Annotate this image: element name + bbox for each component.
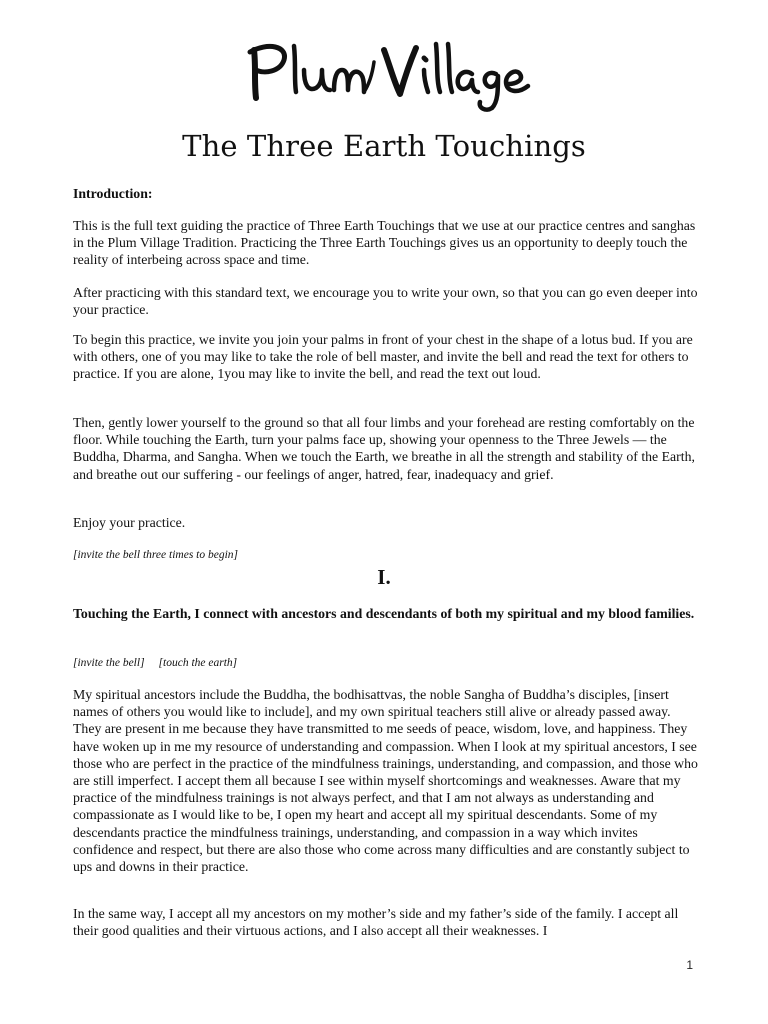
intro-paragraph: After practicing with this standard text, we encourage you to write your own, so that you can go even deeper into your practice. bbox=[73, 285, 698, 318]
section-heading: Touching the Earth, I connect with ancestors and descendants of both my spiritual and my blood families. bbox=[73, 606, 695, 621]
touch-earth-cue: [touch the earth] bbox=[158, 657, 238, 669]
intro-paragraph: Enjoy your practice. bbox=[73, 515, 186, 530]
section-paragraph: In the same way, I accept all my ancestors on my mother’s side and my father’s side of the family. I accept all their good qualities and their virtuous actions, and I also accept all their weaknesses. I bbox=[73, 906, 679, 939]
intro-paragraph: Then, gently lower yourself to the ground so that all four limbs and your forehead are resting comfortably on the floor. While touching the Earth, turn your palms face up, showing your openness to the Three Jewels — the Buddha, Dharma, and Sangha. When we touch the Earth, we breathe in all the strength and stability of the Earth, and breathe out our suffering - our feelings of anger, hatred, fear, inadequacy and grief. bbox=[73, 415, 695, 482]
page-number: 1 bbox=[686, 958, 693, 972]
introduction-heading: Introduction: bbox=[73, 186, 153, 201]
intro-paragraph: To begin this practice, we invite you join your palms in front of your chest in the shape of a lotus bud. If you are with others, one of you may like to take the role of bell master, and invite the bell and read the text for others to practice. If you are alone, 1you may like to invite the bell, and read the text out loud. bbox=[73, 332, 693, 382]
intro-paragraph: This is the full text guiding the practice of Three Earth Touchings that we use at our practice centres and sanghas in the Plum Village Tradition. Practicing the Three Earth Touchings gives us an opportunity to deeply touch the reality of interbeing across space and time. bbox=[73, 218, 696, 268]
section-numeral: I. bbox=[377, 565, 391, 589]
section-paragraph: My spiritual ancestors include the Buddha, the bodhisattvas, the noble Sangha of Buddha’s disciples, [insert names of others you would like to include], and my own spiritual teachers still alive or already passed away. They are present in me because they have transmitted to me seeds of peace, wisdom, love, and happiness. They have woken up in me my resource of understanding and compassion. When I look at my spiritual ancestors, I see those who are perfect in the practice of the mindfulness trainings, understanding, and compassion, and those who are still imperfect. I accept them all because I see within myself shortcomings and weaknesses. Aware that my practice of the mindfulness trainings is not always perfect, and that I am not always as understanding and compassionate as I would like to be, I open my heart and accept all my spiritual descendants. Some of my descendants practice the mindfulness trainings, understanding, and compassion in a way which invites confidence and respect, but there are also those who come across many difficulties and are constantly subject to ups and downs in their practice. bbox=[73, 687, 698, 875]
invite-bell-cue: [invite the bell] bbox=[73, 657, 145, 669]
bell-cue: [invite the bell three times to begin] bbox=[73, 549, 239, 561]
practice-cues bbox=[73, 655, 698, 672]
document-title: The Three Earth Touchings bbox=[182, 129, 586, 163]
plum-village-logo bbox=[244, 36, 534, 114]
